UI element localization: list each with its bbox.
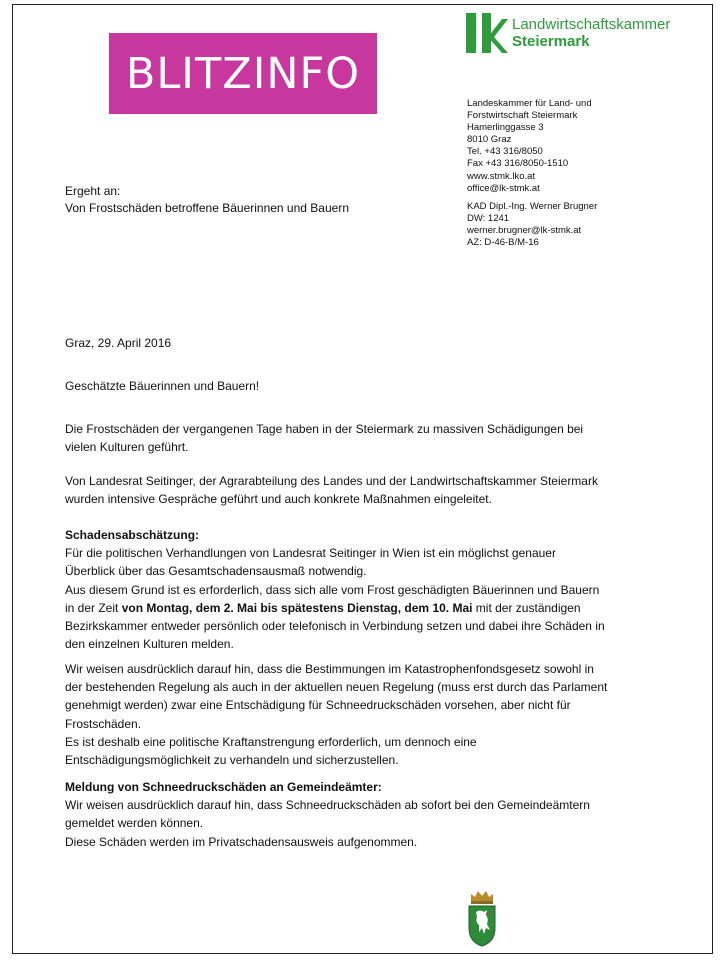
paragraph-line: der bestehenden Regelung als auch in der aktuellen neuen Regelung (muss erst durch das Parlament [65, 680, 608, 695]
section-heading: Meldung von Schneedruckschäden an Gemeindeämter: [65, 780, 382, 794]
paragraph-line: Diese Schäden werden im Privatschadensausweis aufgenommen. [65, 834, 418, 849]
paragraph-line: Wir weisen ausdrücklich darauf hin, dass die Bestimmungen im Katastrophenfondsgesetz sowohl in [65, 662, 594, 676]
sender-address [467, 98, 592, 195]
paragraph-line: Es ist deshalb eine politische Kraftanstrengung erforderlich, um dennoch eine [65, 734, 477, 749]
recipient-block [65, 183, 349, 217]
paragraph-line: Bezirkskammer entweder persönlich oder telefonisch in Verbindung setzen und dabei ihre Schäden in [65, 619, 605, 634]
letter-date: Graz, 29. April 2016 [65, 336, 172, 350]
recipient-name: Von Frostschäden betroffene Bäuerinnen und Bauern [65, 201, 349, 215]
section-heading: Schadensabschätzung: [65, 528, 200, 542]
contact-block [467, 201, 597, 249]
logo-line-1: Landwirtschaftskammer [512, 16, 671, 33]
address-line: Landeskammer für Land- und [467, 98, 592, 109]
contact-line: AZ: D-46-B/M-16 [467, 237, 539, 249]
lk-logo-icon [466, 13, 508, 53]
deadline-text: von Montag, dem 2. Mai bis spätestens Dienstag, dem 10. Mai [121, 600, 473, 615]
paragraph-line: Von Landesrat Seitinger, der Agrarabteilung des Landes und der Landwirtschaftskammer Steiermark [65, 474, 598, 488]
chamber-logo [466, 13, 670, 53]
paragraph-line [65, 599, 625, 617]
contact-line: werner.brugner@lk-stmk.at [467, 225, 582, 237]
paragraph-line: Frostschäden. [65, 716, 142, 731]
paragraph-line: gemeldet werden können. [65, 816, 204, 831]
line-text: in der Zeit [65, 600, 122, 615]
paragraph-measures [65, 472, 625, 508]
paragraph-line: wurden intensive Gespräche geführt und auch konkrete Maßnahmen eingeleitet. [65, 492, 492, 507]
letter-greeting: Geschätzte Bäuerinnen und Bauern! [65, 379, 260, 393]
line-text: mit der zuständigen [472, 600, 581, 615]
address-line: Tel. +43 316/8050 [467, 146, 543, 158]
contact-line: DW: 1241 [467, 213, 510, 225]
paragraph-line: Überblick über das Gesamtschadensausmaß notwendig. [65, 564, 367, 579]
styria-coat-of-arms-icon [465, 888, 499, 948]
address-line: Fax +43 316/8050-1510 [467, 158, 569, 170]
paragraph-line: Die Frostschäden der vergangenen Tage haben in der Steiermark zu massiven Schädigungen bei [65, 422, 584, 436]
address-line: 8010 Graz [467, 134, 512, 146]
address-line: Forstwirtschaft Steiermark [467, 110, 578, 122]
address-line: www.stmk.lko.at [467, 170, 536, 182]
paragraph-frost-damage [65, 420, 625, 456]
section-damage-assessment [65, 526, 625, 653]
paragraph-line: genehmigt werden) zwar eine Entschädigung für Schneedruckschäden vorsehen, aber nicht für [65, 698, 571, 713]
paragraph-line: den einzelnen Kulturen melden. [65, 637, 234, 652]
paragraph-line: vielen Kulturen geführt. [65, 440, 189, 455]
section-snow-damage-report [65, 778, 625, 851]
paragraph-line: Wir weisen ausdrücklich darauf hin, dass Schneedruckschäden ab sofort bei den Gemeindeämtern [65, 798, 590, 813]
contact-line: KAD Dipl.-Ing. Werner Brugner [467, 201, 598, 212]
recipient-label: Ergeht an: [65, 184, 121, 198]
address-line: Hamerlinggasse 3 [467, 122, 544, 134]
paragraph-line: Für die politischen Verhandlungen von Landesrat Seitinger in Wien ist ein möglichst genauer [65, 546, 556, 561]
paragraph-line: Aus diesem Grund ist es erforderlich, dass sich alle vom Frost geschädigten Bäuerinnen und Bauern [65, 582, 600, 597]
address-line: office@lk-stmk.at [467, 182, 540, 194]
logo-line-2: Steiermark [512, 33, 590, 50]
paragraph-line: Entschädigungsmöglichkeit zu verhandeln und sicherzustellen. [65, 753, 399, 768]
blitzinfo-badge: BLITZINFO [109, 33, 377, 114]
paragraph-disaster-fund [65, 660, 625, 769]
